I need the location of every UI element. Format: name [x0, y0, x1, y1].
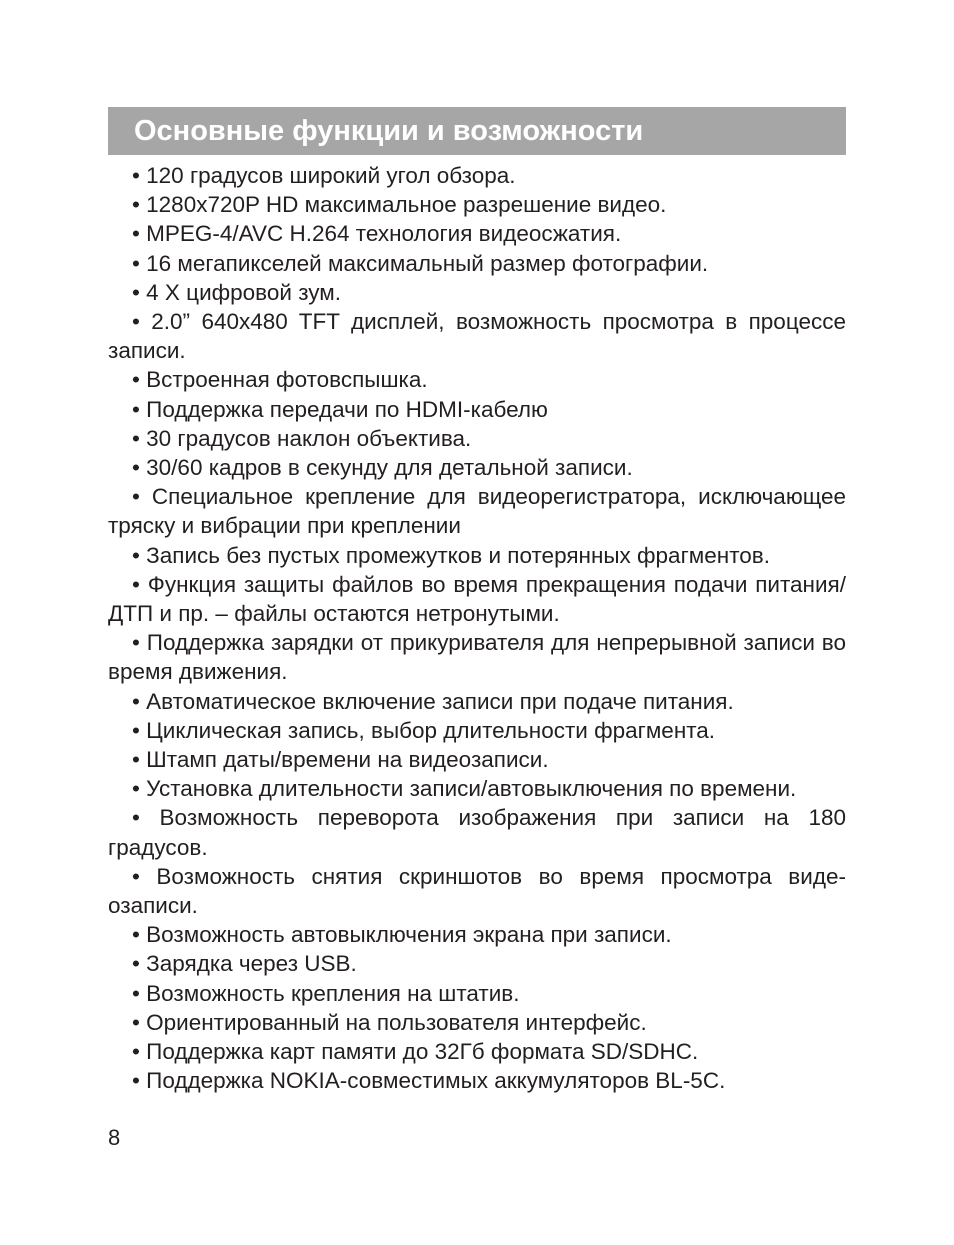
bullet-icon: • [132, 776, 140, 802]
feature-item [108, 628, 846, 686]
feature-text: Ориентированный на пользователя интерфейс. [146, 1009, 647, 1035]
feature-text: MPEG-4/AVC H.264 технология видеосжатия. [146, 221, 622, 247]
bullet-icon: • [132, 805, 140, 831]
bullet-icon: • [132, 250, 140, 276]
feature-text: Штамп даты/времени на видеозаписи. [146, 747, 549, 773]
feature-text: Установка длительности записи/автовыключения по времени. [146, 776, 797, 802]
feature-text: Запись без пустых промежутков и потерянных фрагментов. [146, 542, 770, 568]
bullet-icon: • [132, 542, 140, 568]
feature-text: 1280x720P HD максимальное разрешение видео. [146, 192, 667, 218]
feature-text: 4 X цифровой зум. [146, 279, 341, 305]
feature-text: Специальное крепление для видеорегистратора, исключающее тряску и вибрации при креплении [108, 484, 846, 539]
feature-item [108, 1008, 846, 1037]
feature-text: 16 мегапикселей максимальный размер фотографии. [146, 250, 709, 276]
bullet-icon: • [132, 571, 140, 597]
feature-text: 30 градусов наклон объектива. [146, 425, 472, 451]
feature-text: Возможность автовыключения экрана при записи. [146, 922, 672, 948]
feature-item [108, 1066, 846, 1095]
feature-text: Поддержка NOKIA-совместимых аккумуляторов BL-5C. [146, 1068, 726, 1094]
feature-text: Зарядка через USB. [146, 951, 357, 977]
bullet-icon: • [132, 1068, 140, 1094]
bullet-icon: • [132, 717, 140, 743]
feature-text: Поддержка передачи по HDMI-кабелю [146, 396, 548, 422]
feature-item [108, 570, 846, 628]
feature-text: 30/60 кадров в секунду для детальной записи. [146, 455, 633, 481]
feature-text: Поддержка карт памяти до 32Гб формата SD/SDHC. [146, 1039, 699, 1065]
feature-text: Возможность переворота изображения при записи на 180 градусов. [108, 805, 846, 860]
bullet-icon: • [132, 396, 140, 422]
feature-item [108, 424, 846, 453]
bullet-icon: • [132, 367, 140, 393]
feature-item [108, 803, 846, 861]
section-header [108, 107, 846, 155]
bullet-icon: • [132, 1039, 140, 1065]
bullet-icon: • [132, 309, 140, 335]
feature-item [108, 541, 846, 570]
feature-text: Автоматическое включение записи при подаче питания. [146, 688, 734, 714]
section-title: Основные функции и возможности [134, 115, 644, 147]
feature-text: Циклическая запись, выбор длительности фрагмента. [146, 717, 716, 743]
feature-item [108, 307, 846, 365]
feature-item [108, 745, 846, 774]
feature-item [108, 949, 846, 978]
bullet-icon: • [132, 279, 140, 305]
feature-item [108, 161, 846, 190]
page-number: 8 [108, 1125, 121, 1150]
feature-text: Возможность снятия скриншотов во время просмотра видеозаписи. [108, 863, 846, 919]
bullet-icon: • [132, 221, 140, 247]
feature-item [108, 774, 846, 803]
feature-item [108, 979, 846, 1008]
feature-item [108, 278, 846, 307]
feature-text: 120 градусов широкий угол обзора. [146, 163, 516, 188]
feature-item [108, 365, 846, 394]
feature-item [108, 920, 846, 949]
feature-text: 2.0” 640x480 TFT дисплей, возможность просмотра в процессе записи. [108, 309, 846, 364]
feature-text: Функция защиты файлов во время прекращения подачи питания/ДТП и пр. – файлы остаются нетронутыми. [108, 571, 846, 627]
feature-item [108, 687, 846, 716]
bullet-icon: • [132, 630, 140, 656]
feature-item [108, 1037, 846, 1066]
feature-item [108, 249, 846, 278]
bullet-icon: • [132, 192, 140, 218]
feature-item [108, 482, 846, 540]
bullet-icon: • [132, 1009, 140, 1035]
bullet-icon: • [132, 163, 140, 188]
feature-item [108, 190, 846, 219]
feature-text: Встроенная фотовспышка. [146, 367, 428, 393]
feature-item [108, 395, 846, 424]
bullet-icon: • [132, 747, 140, 773]
bullet-icon: • [132, 688, 140, 714]
bullet-icon: • [132, 980, 140, 1006]
feature-item [108, 219, 846, 248]
feature-item [108, 716, 846, 745]
feature-item [108, 453, 846, 482]
feature-text: Возможность крепления на штатив. [146, 980, 520, 1006]
feature-text: Поддержка зарядки от прикуривателя для непрерывной записи во время движения. [108, 630, 846, 685]
bullet-icon: • [132, 863, 140, 889]
bullet-icon: • [132, 455, 140, 481]
bullet-icon: • [132, 425, 140, 451]
feature-list [108, 161, 846, 1096]
feature-item [108, 862, 846, 920]
bullet-icon: • [132, 922, 140, 948]
bullet-icon: • [132, 951, 140, 977]
bullet-icon: • [132, 484, 140, 510]
